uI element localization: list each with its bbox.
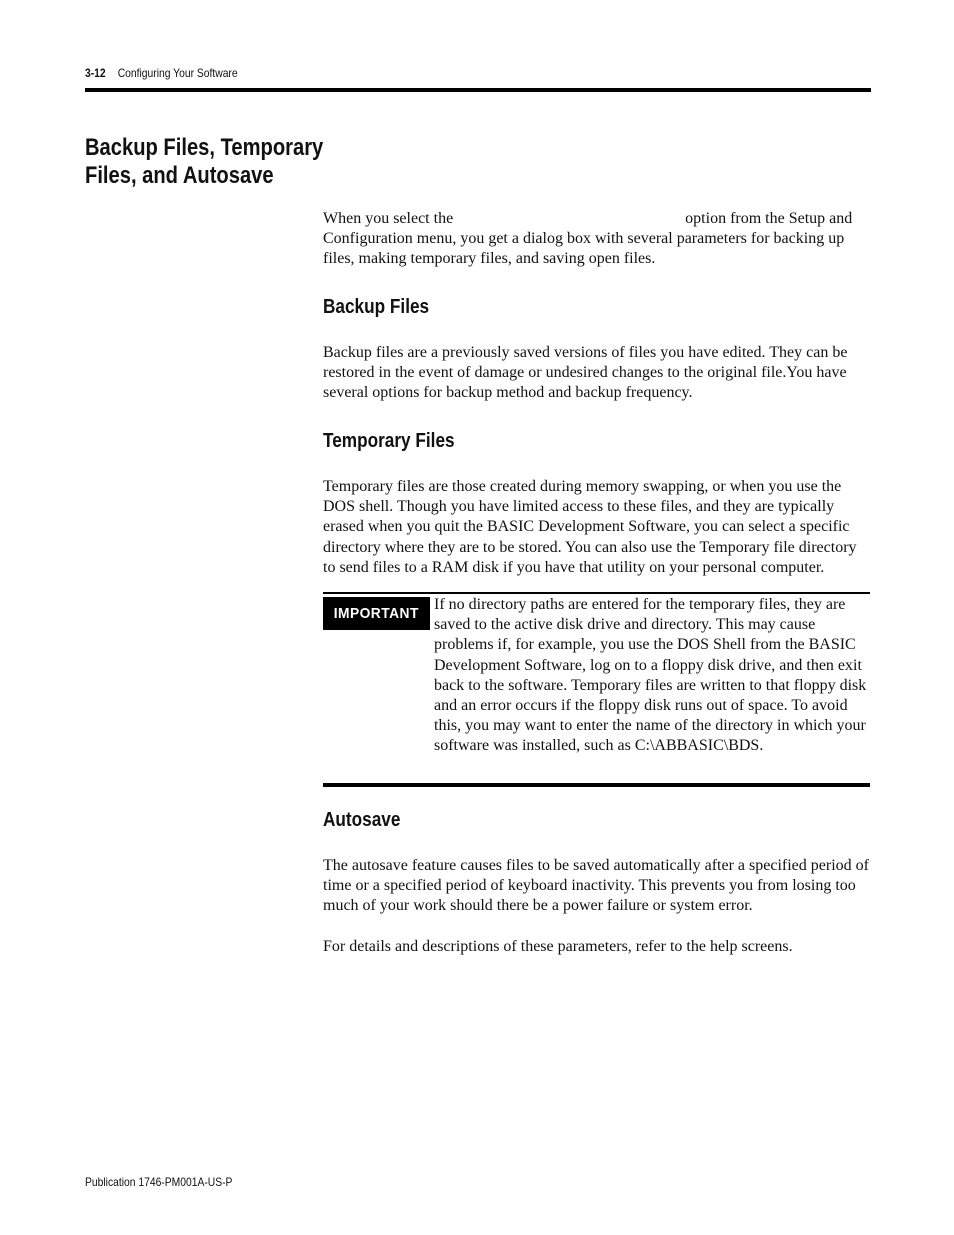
important-rule-top [323, 592, 870, 594]
autosave-heading: Autosave [323, 809, 401, 831]
intro-paragraph [323, 209, 871, 270]
closing-paragraph: For details and descriptions of these parameters, refer to the help screens. [323, 938, 793, 955]
important-badge [323, 597, 430, 630]
page-header [85, 66, 238, 80]
intro-text-after: option from the Setup and Configuration menu, you get a dialog box with several parameters for backing up files, making temporary files, and saving open files. [323, 210, 853, 268]
backup-files-paragraph: Backup files are a previously saved versions of files you have edited. They can be restored in the event of damage or undesired changes to the original file.You have several options for backup method and backup frequency. [323, 344, 848, 402]
important-text: If no directory paths are entered for the temporary files, they are saved to the active disk drive and directory. This may cause problems if, for example, you use the DOS Shell from the BASIC Development Software, log on to a floppy disk drive, and then exit back to the software. Temporary files are written to that floppy disk and an error occurs if the floppy disk runs out of space. To avoid this, you may want to enter the name of the directory in which your software was installed, such as C:\ABBASIC\BDS. [434, 596, 867, 755]
important-label: IMPORTANT [333, 605, 420, 622]
section-title [85, 134, 337, 190]
intro-text-before: When you select the [323, 210, 454, 227]
temporary-files-heading: Temporary Files [323, 430, 455, 452]
page-number: 3-12 [85, 66, 106, 80]
chapter-title: Configuring Your Software [117, 66, 238, 80]
backup-files-heading: Backup Files [323, 296, 430, 318]
header-rule [85, 88, 871, 92]
section-title-line-2: Files, and Autosave [85, 162, 274, 189]
important-rule-bottom [323, 783, 870, 787]
page-footer: Publication 1746-PM001A-US-P [85, 1175, 233, 1189]
temporary-files-paragraph: Temporary files are those created during memory swapping, or when you use the DOS shell. Though you have limited access to these files, and they are typically erased when you quit the BASIC Development Software, you can select a specific directory where they are to be stored. You can also use the Temporary file directory to send files to a RAM disk if you have that utility on your personal computer. [323, 478, 857, 576]
section-title-line-1: Backup Files, Temporary [85, 134, 324, 161]
autosave-paragraph: The autosave feature causes files to be saved automatically after a specified period of time or a specified period of keyboard inactivity. This prevents you from losing too much of your work should there be a power failure or system error. [323, 857, 869, 915]
